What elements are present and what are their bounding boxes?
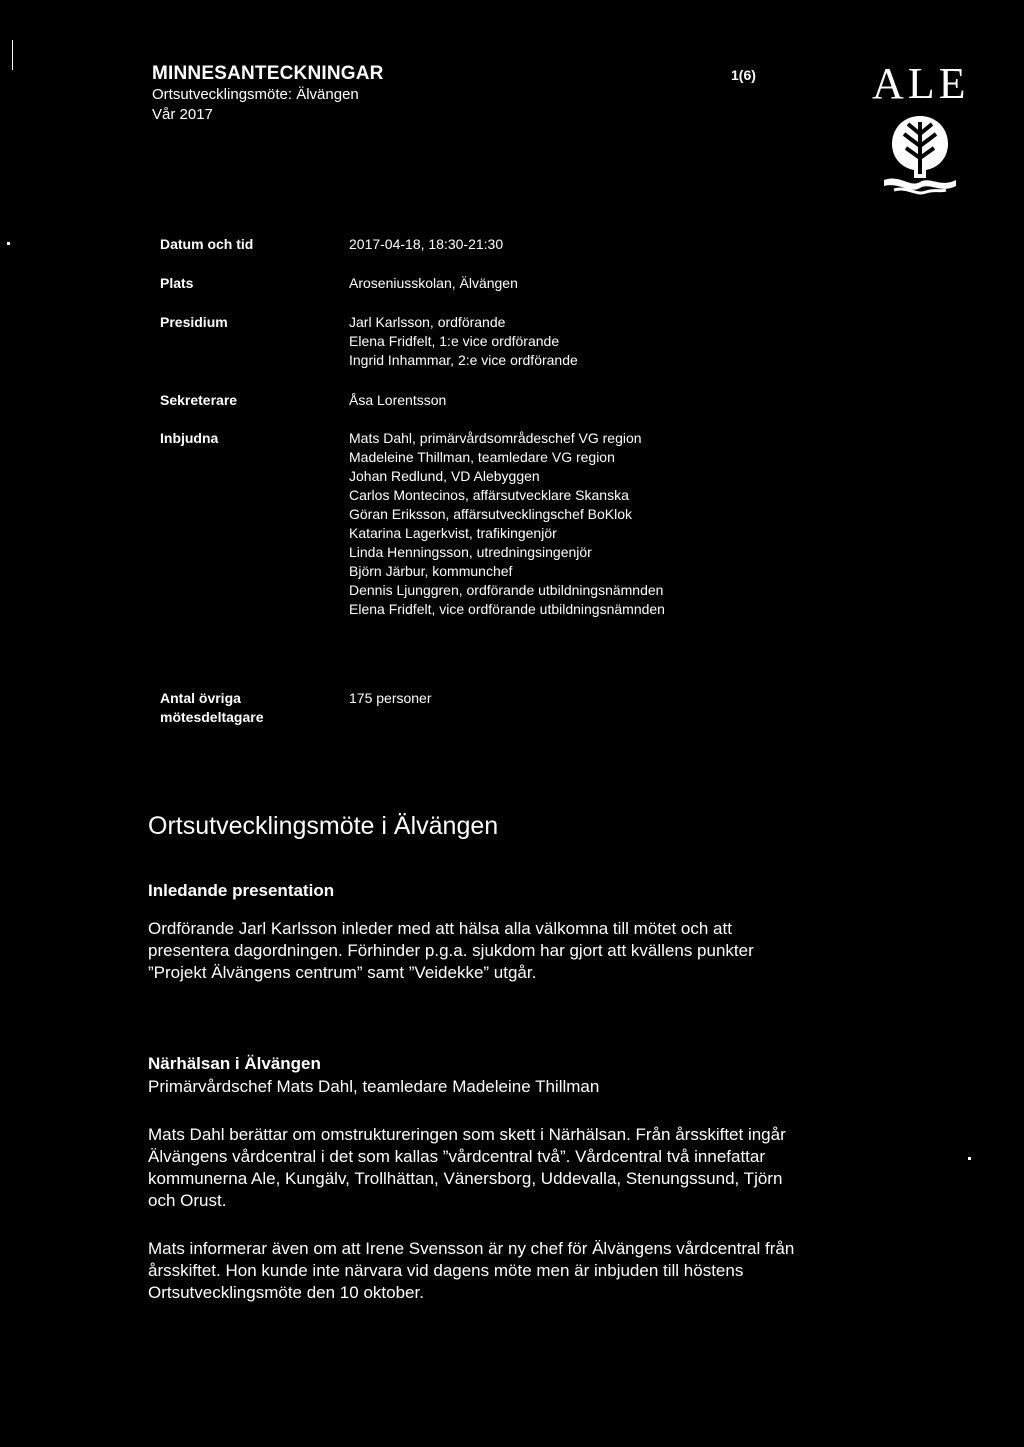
meeting-season: Vår 2017 <box>152 106 213 123</box>
invited-person: Dennis Ljunggren, ordförande utbildningsnämnden <box>349 582 664 598</box>
section-heading: Närhälsan i Älvängen <box>148 1054 321 1073</box>
paragraph-line: Älvängens vårdcentral i det som kallas ”vårdcentral två”. Vårdcentral två innefattar <box>148 1147 766 1166</box>
invited-list <box>349 429 665 619</box>
presidium-member: Jarl Karlsson, ordförande <box>349 314 506 330</box>
paragraph-line: Ordförande Jarl Karlsson inleder med att hälsa alla välkomna till mötet och att <box>148 919 732 938</box>
others-label-line: Antal övriga <box>160 690 241 706</box>
invited-person: Linda Henningsson, utredningsingenjör <box>349 544 592 560</box>
document-type: MINNESANTECKNINGAR <box>152 63 384 84</box>
section-heading: Inledande presentation <box>148 881 335 900</box>
section-subtitle: Primärvårdschef Mats Dahl, teamledare Madeleine Thillman <box>148 1077 600 1096</box>
paragraph <box>148 918 948 984</box>
others-label <box>160 689 263 727</box>
invited-person: Johan Redlund, VD Alebyggen <box>349 468 540 484</box>
date-value: 2017-04-18, 18:30-21:30 <box>349 236 504 252</box>
scan-speck <box>7 242 10 245</box>
invited-person: Göran Eriksson, affärsutvecklingschef BoKlok <box>349 506 632 522</box>
paragraph-line: Mats Dahl berättar om omstruktureringen som skett i Närhälsan. Från årsskiftet ingår <box>148 1125 786 1144</box>
date-label: Datum och tid <box>160 236 254 252</box>
presidium-member: Ingrid Inhammar, 2:e vice ordförande <box>349 352 578 368</box>
invited-label: Inbjudna <box>160 430 219 446</box>
page-edge-line <box>12 40 13 70</box>
meeting-name: Ortsutvecklingsmöte: Älvängen <box>152 86 359 103</box>
invited-person: Björn Järbur, kommunchef <box>349 563 513 579</box>
paragraph-line: kommunerna Ale, Kungälv, Trollhättan, Vänersborg, Uddevalla, Stenungssund, Tjörn <box>148 1169 783 1188</box>
invited-person: Carlos Montecinos, affärsutvecklare Skanska <box>349 487 629 503</box>
others-value: 175 personer <box>349 690 432 706</box>
page-number: 1(6) <box>731 67 756 83</box>
page-title: Ortsutvecklingsmöte i Älvängen <box>148 812 499 840</box>
invited-person: Madeleine Thillman, teamledare VG region <box>349 449 615 465</box>
paragraph <box>148 1124 948 1212</box>
scan-speck <box>968 1157 971 1160</box>
place-label: Plats <box>160 275 194 291</box>
paragraph-line: presentera dagordningen. Förhinder p.g.a. sjukdom har gjort att kvällens punkter <box>148 941 754 960</box>
ale-logo-text: ALE <box>872 59 970 108</box>
paragraph-line: Mats informerar även om att Irene Svensson är ny chef för Älvängens vårdcentral från <box>148 1239 795 1258</box>
invited-person: Elena Fridfelt, vice ordförande utbildningsnämnden <box>349 601 665 617</box>
presidium-list <box>349 313 578 370</box>
secretary-value: Åsa Lorentsson <box>349 392 447 408</box>
invited-person: Katarina Lagerkvist, trafikingenjör <box>349 525 557 541</box>
paragraph-line: ”Projekt Älvängens centrum” samt ”Veidekke” utgår. <box>148 963 537 982</box>
invited-person: Mats Dahl, primärvårdsområdeschef VG region <box>349 430 642 446</box>
others-label-line: mötesdeltagare <box>160 709 264 725</box>
presidium-label: Presidium <box>160 314 228 330</box>
paragraph-line: och Orust. <box>148 1191 227 1210</box>
secretary-label: Sekreterare <box>160 392 238 408</box>
paragraph-line: årsskiftet. Hon kunde inte närvara vid dagens möte men är inbjuden till höstens <box>148 1261 744 1280</box>
place-value: Aroseniusskolan, Älvängen <box>349 275 518 291</box>
presidium-member: Elena Fridfelt, 1:e vice ordförande <box>349 333 560 349</box>
paragraph-line: Ortsutvecklingsmöte den 10 oktober. <box>148 1283 424 1302</box>
ale-tree-emblem-icon <box>880 112 960 201</box>
paragraph <box>148 1238 948 1304</box>
